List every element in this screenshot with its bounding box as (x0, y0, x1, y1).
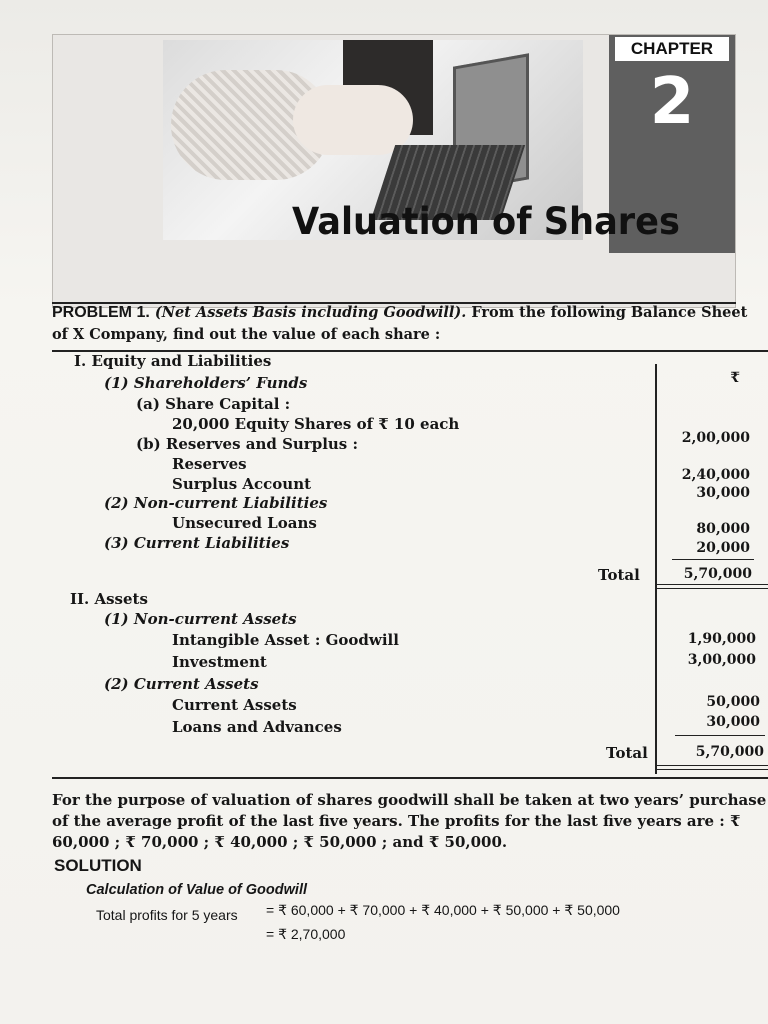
surplus-label: Surplus Account (172, 475, 312, 493)
chapter-banner (52, 34, 736, 308)
problem-label: PROBLEM 1. (52, 304, 150, 321)
loans-advances-amount: 30,000 (706, 714, 760, 730)
non-current-assets: (1) Non-current Assets (104, 610, 297, 628)
subtotal-rule-1 (672, 559, 754, 560)
subtotal-rule-2 (675, 735, 765, 736)
total-label-2: Total (606, 744, 648, 762)
non-current-liabilities: (2) Non-current Liabilities (104, 494, 328, 512)
share-capital-label: (a) Share Capital : (136, 395, 291, 413)
section1-heading: I. Equity and Liabilities (74, 352, 272, 370)
total-amount-1: 5,70,000 (683, 566, 752, 582)
total-rule-1b (655, 588, 768, 589)
current-assets-group: (2) Current Assets (104, 675, 259, 693)
total-rule-2b (655, 769, 768, 770)
chapter-title: Valuation of Shares (292, 200, 680, 243)
total-profits-label: Total profits for 5 years (96, 907, 238, 923)
investment-amount: 3,00,000 (687, 652, 756, 668)
profits-equation-1: = ₹ 60,000 + ₹ 70,000 + ₹ 40,000 + ₹ 50,000 + ₹ 50,000 (266, 902, 620, 918)
reserves-label: Reserves (172, 455, 247, 473)
equity-amount: 2,00,000 (681, 430, 750, 446)
total-rule-1a (655, 584, 768, 585)
amount-column-rule (655, 364, 657, 774)
goodwill-amount: 1,90,000 (687, 631, 756, 647)
profits-equation-2: = ₹ 2,70,000 (266, 926, 346, 942)
problem-paragraph: For the purpose of valuation of shares goodwill shall be taken at two years’ purchase of the average profit of the last five years. The profits for the last five years are : ₹ 60,000 ; ₹ 70,000 ; ₹ 40,000 ; ₹ 50,000 ; and ₹ 50,000. (52, 791, 767, 851)
current-liabilities-amount: 20,000 (696, 540, 750, 556)
chapter-number: 2 (649, 65, 695, 139)
section2-heading: II. Assets (70, 590, 148, 608)
unsecured-loans-label: Unsecured Loans (172, 514, 317, 532)
unsecured-loans-amount: 80,000 (696, 521, 750, 537)
shareholders-funds: (1) Shareholders’ Funds (104, 374, 308, 392)
total-label-1: Total (598, 566, 640, 584)
total-amount-2: 5,70,000 (695, 744, 764, 760)
problem-topic: (Net Assets Basis including Goodwill). (154, 304, 467, 321)
total-rule-2a (655, 765, 768, 766)
chapter-label: CHAPTER (615, 37, 729, 61)
current-assets-label: Current Assets (172, 696, 297, 714)
solution-heading: SOLUTION (54, 856, 142, 875)
table-bottom-rule (52, 777, 768, 779)
goodwill-label: Intangible Asset : Goodwill (172, 631, 399, 649)
reserves-amount: 2,40,000 (681, 467, 750, 483)
problem-statement (52, 302, 752, 346)
current-assets-amount: 50,000 (706, 694, 760, 710)
currency-symbol: ₹ (730, 370, 740, 386)
problem-text: From the following Balance Sheet of X Company, find out the value of each share : (52, 304, 748, 343)
investment-label: Investment (172, 653, 267, 671)
current-liabilities: (3) Current Liabilities (104, 534, 290, 552)
loans-advances-label: Loans and Advances (172, 718, 342, 736)
equity-shares-label: 20,000 Equity Shares of ₹ 10 each (172, 415, 460, 433)
reserves-surplus-label: (b) Reserves and Surplus : (136, 435, 359, 453)
surplus-amount: 30,000 (696, 485, 750, 501)
goodwill-calc-heading: Calculation of Value of Goodwill (86, 882, 307, 898)
